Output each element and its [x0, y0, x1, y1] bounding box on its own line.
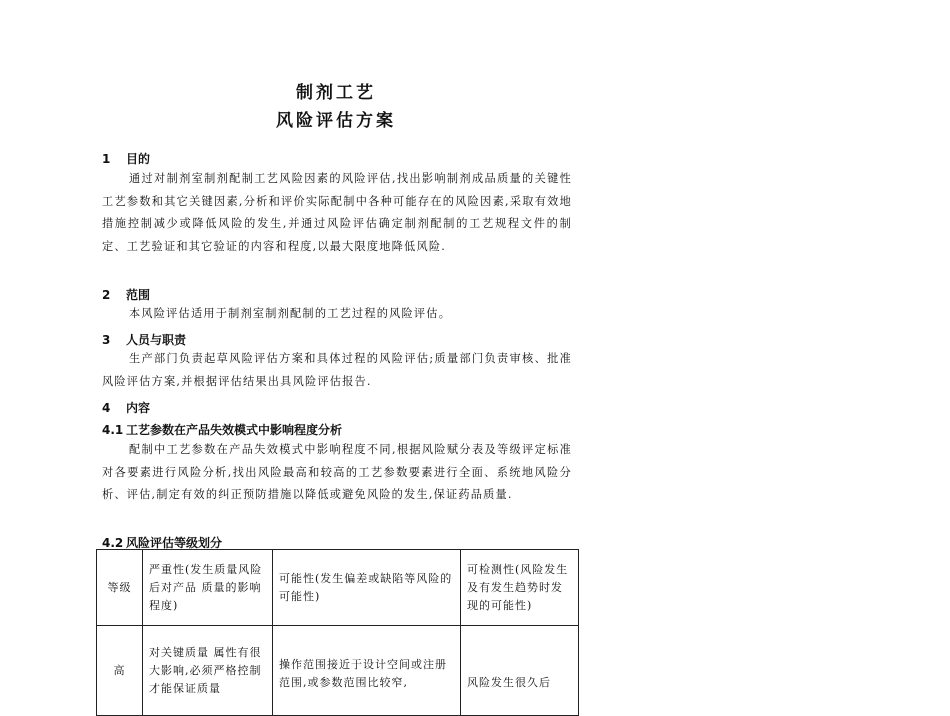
section-number: 3: [102, 333, 111, 347]
header-level: 等级: [97, 550, 143, 626]
section-number: 4.2: [102, 536, 124, 550]
section-heading-content: [102, 399, 150, 416]
section-number: 4: [102, 401, 111, 415]
section-title: 目的: [126, 152, 151, 166]
section-text-purpose: 通过对制剂室制剂配制工艺风险因素的风险评估,找出影响制剂成品质量的关键性工艺参数和其它关键因素,分析和评价实际配制中各种可能存在的风险因素,采取有效地措施控制减少或降低风险的发生,并通过风险评估确定制剂配制的工艺规程文件的制定、工艺验证和其它验证的内容和程度,以最大限度地降低风险.: [102, 172, 572, 253]
section-heading-responsibilities: [102, 331, 186, 348]
document-title-line2: 风险评估方案: [276, 111, 396, 131]
section-text-scope: 本风险评估适用于制剂室制剂配制的工艺过程的风险评估。: [129, 307, 452, 320]
header-probability: 可能性(发生偏差或缺陷等风险的可能性): [273, 550, 461, 626]
section-number: 4.1: [102, 423, 124, 437]
cell-level: 高: [97, 626, 143, 716]
section-heading-parameter-analysis: [102, 421, 342, 438]
cell-probability: 操作范围接近于设计空间或注册范围,或参数范围比较窄,: [273, 626, 461, 716]
section-number: 2: [102, 288, 111, 302]
table-row: [97, 626, 579, 716]
header-detectability: 可检测性(风险发生及有发生趋势时发现的可能性): [461, 550, 579, 626]
section-text-responsibilities: 生产部门负责起草风险评估方案和具体过程的风险评估;质量部门负责审核、批准风险评估方案,并根据评估结果出具风险评估报告.: [102, 352, 572, 388]
table-header-row: [97, 550, 579, 626]
section-title: 工艺参数在产品失效模式中影响程度分析: [126, 423, 343, 437]
document-title-line1: 制剂工艺: [296, 83, 376, 103]
section-text-parameter-analysis: 配制中工艺参数在产品失效模式中影响程度不同,根据风险赋分表及等级评定标准对各要素进行风险分析,找出风险最高和较高的工艺参数要素进行全面、系统地风险分析、评估,制定有效的纠正预防措施以降低或避免风险的发生,保证药品质量.: [102, 443, 572, 501]
risk-level-table: [96, 549, 579, 716]
cell-severity: 对关键质量 属性有很大影响,必须严格控制才能保证质量: [143, 626, 273, 716]
cell-detectability: 风险发生很久后: [461, 626, 579, 716]
section-title: 风险评估等级划分: [126, 536, 223, 550]
section-heading-purpose: [102, 150, 150, 167]
section-title: 范围: [126, 288, 151, 302]
section-title: 内容: [126, 401, 151, 415]
section-heading-scope: [102, 286, 150, 303]
section-title: 人员与职责: [126, 333, 187, 347]
section-number: 1: [102, 152, 111, 166]
header-severity: 严重性(发生质量风险后对产品 质量的影响程度): [143, 550, 273, 626]
